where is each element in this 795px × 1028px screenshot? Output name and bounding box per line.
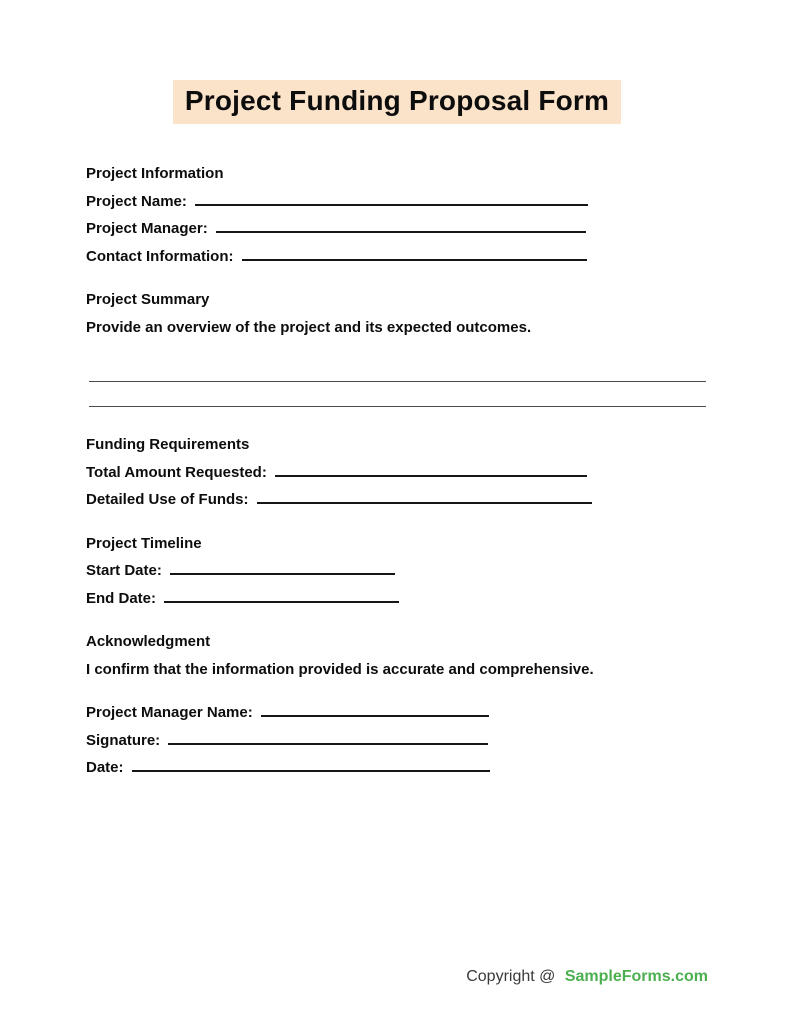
- contact-information-row: [86, 243, 708, 271]
- end-date-label: End Date:: [86, 589, 157, 607]
- total-amount-row: [86, 459, 708, 487]
- project-name-row: [86, 188, 708, 216]
- page-footer: [86, 908, 708, 986]
- summary-line-2: [89, 382, 706, 407]
- total-amount-line: [275, 464, 587, 477]
- title-highlight: Project Funding Proposal Form: [173, 80, 621, 124]
- date-line: [132, 759, 490, 772]
- summary-write-area: [89, 357, 706, 407]
- signature-row: [86, 727, 708, 755]
- manager-name-line: [261, 704, 489, 717]
- section-project-information: [86, 160, 708, 270]
- section-acknowledgment: [86, 628, 708, 683]
- project-name-label: Project Name:: [86, 192, 187, 210]
- summary-line-1: [89, 357, 706, 382]
- copyright-text: Copyright @: [466, 968, 556, 985]
- detailed-use-label: Detailed Use of Funds:: [86, 491, 249, 508]
- section-signoff: [86, 699, 708, 782]
- manager-name-label: Project Manager Name:: [86, 704, 253, 721]
- project-summary-description: Provide an overview of the project and its expected outcomes.: [86, 318, 532, 336]
- start-date-row: [86, 557, 708, 585]
- brand-link[interactable]: SampleForms.com: [564, 968, 708, 985]
- signature-label: Signature:: [86, 731, 161, 749]
- project-information-heading: Project Information: [86, 165, 224, 182]
- total-amount-label: Total Amount Requested:: [86, 463, 267, 481]
- date-label: Date:: [86, 759, 124, 776]
- funding-requirements-heading: Funding Requirements: [86, 436, 250, 453]
- contact-information-label: Contact Information:: [86, 247, 234, 265]
- section-project-summary: [86, 286, 708, 415]
- acknowledgment-statement: I confirm that the information provided is accurate and comprehensive.: [86, 660, 594, 678]
- project-manager-label: Project Manager:: [86, 220, 208, 237]
- project-timeline-heading: Project Timeline: [86, 534, 202, 552]
- detailed-use-row: [86, 486, 708, 514]
- detailed-use-line: [257, 491, 592, 504]
- project-summary-heading: Project Summary: [86, 291, 210, 308]
- end-date-row: [86, 585, 708, 613]
- start-date-line: [170, 562, 395, 575]
- acknowledgment-heading: Acknowledgment: [86, 633, 211, 650]
- signature-line: [168, 732, 488, 745]
- manager-name-row: [86, 699, 708, 727]
- page-title: [86, 80, 708, 124]
- project-manager-line: [216, 220, 586, 233]
- project-manager-row: [86, 215, 708, 243]
- start-date-label: Start Date:: [86, 562, 162, 579]
- project-name-line: [195, 193, 588, 206]
- contact-information-line: [242, 248, 587, 261]
- date-row: [86, 754, 708, 782]
- section-project-timeline: [86, 530, 708, 613]
- section-funding-requirements: [86, 431, 708, 514]
- end-date-line: [164, 590, 399, 603]
